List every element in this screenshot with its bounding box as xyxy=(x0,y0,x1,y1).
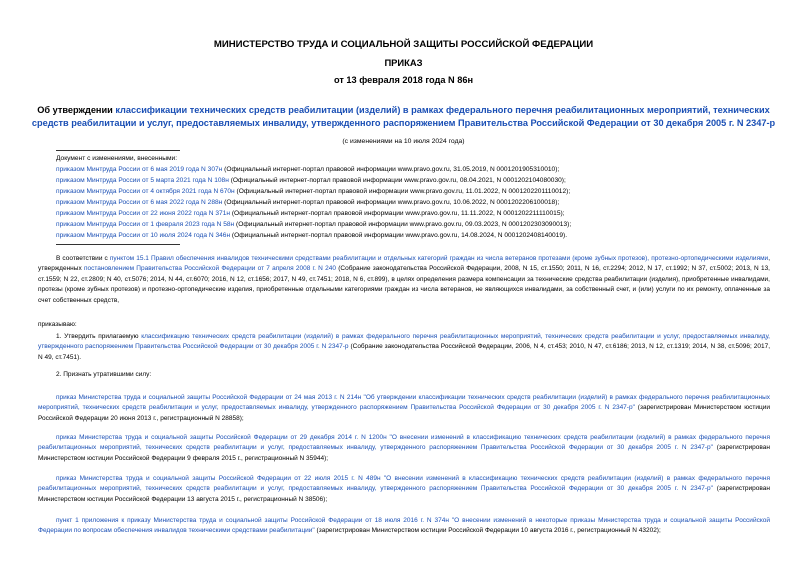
repealed-text: (зарегистрирован Министерством юстиции Российской Федерации 10 августа 2016 г., регистрационный N 43202); xyxy=(314,527,661,535)
repealed-text: (зарегистрирован Министерством юстиции Российской Федерации 20 июня 2013 г., регистрационный N 28858); xyxy=(38,404,770,422)
item-1-text: (Собрание законодательства Российской Федерации, 2006, N 4, ст.453; 2010, N 47, ст.6186; 2013, N 12, ст.1319; 2014, N 38, ст.5096; 2017, N 49, ст.7451). xyxy=(38,343,770,361)
preamble-paragraph xyxy=(38,254,770,306)
classification-link[interactable]: классификацию технических средств реабилитации (изделий) в рамках федерального перечня реабилитационных мероприятий, технических средств реабилитации и услуг, предоставляемых инвалиду, утвержденного распоряжением Правительства Российской Федерации от 30 декабря 2005 г. N 2347-р xyxy=(38,333,770,351)
change-text: (Официальный интернет-портал правовой информации www.pravo.gov.ru, 31.05.2019, N 0001201905310010); xyxy=(222,166,560,173)
change-text: (Официальный интернет-портал правовой информации www.pravo.gov.ru, 11.01.2022, N 0001202201110012); xyxy=(234,188,571,195)
change-text: (Официальный интернет-портал правовой информации www.pravo.gov.ru, 14.08.2024, N 0001202408140019). xyxy=(230,232,568,239)
repealed-text: (зарегистрирован Министерством юстиции Российской Федерации 9 февраля 2015 г., регистрационный N 35944); xyxy=(38,444,770,462)
repealed-link[interactable]: приказ Министерства труда и социальной защиты Российской Федерации от 24 мая 2013 г. N 214н "Об утверждении классификации технических средств реабилитации (изделий) в рамках федерального перечня реабилитационных мероприятий, технических средств реабилитации и услуг, предоставляемых инвалиду, утвержденного распоряжением Правительства Российской Федерации от 30 декабря 2005 г. N 2347-р" xyxy=(38,394,770,412)
change-item xyxy=(56,164,776,175)
change-item xyxy=(56,186,776,197)
change-link[interactable]: приказом Минтруда России от 10 июля 2024 года N 346н xyxy=(56,232,231,239)
change-text: (Официальный интернет-портал правовой информации www.pravo.gov.ru, 09.03.2023, N 0001202303090013); xyxy=(234,221,572,228)
change-item xyxy=(56,208,776,219)
repealed-link[interactable]: приказ Министерства труда и социальной защиты Российской Федерации от 22 июля 2015 г. N 489н "О внесении изменений в классификацию технических средств реабилитации (изделий) в рамках федерального перечня реабилитационных мероприятий, технических средств реабилитации и услуг, предоставляемых инвалиду, утвержденного распоряжением Правительства Российской Федерации от 30 декабря 2005 г. N 2347-р" xyxy=(38,475,770,493)
title-prefix: Об утверждении xyxy=(37,105,116,115)
change-link[interactable]: приказом Минтруда России от 6 мая 2022 года N 288н xyxy=(56,199,223,206)
repealed-item xyxy=(38,516,770,537)
change-item xyxy=(56,219,776,230)
change-link[interactable]: приказом Минтруда России от 6 мая 2019 года N 307н xyxy=(56,166,223,173)
changes-intro: Документ с изменениями, внесенными: xyxy=(56,155,178,162)
resolution-link[interactable]: постановлением Правительства Российской Федерации от 7 апреля 2008 г. N 240 xyxy=(83,265,336,273)
divider-bottom xyxy=(56,244,180,245)
change-item xyxy=(56,175,776,186)
divider-top xyxy=(56,150,180,151)
item-2-label: 2. Признать утратившими силу: xyxy=(56,371,152,378)
change-link[interactable]: приказом Минтруда России от 1 февраля 2023 года N 58н xyxy=(56,221,235,228)
repealed-text: (зарегистрирован Министерством юстиции Российской Федерации 13 августа 2015 г., регистрационный N 38506); xyxy=(38,485,770,503)
changes-block xyxy=(56,150,776,245)
repealed-link[interactable]: пункт 1 приложения к приказу Министерства труда и социальной защиты Российской Федерации от 18 июля 2016 г. N 374н "О внесении изменений в некоторые приказы Министерства труда и социальной защиты Российской Федерации по вопросам обеспечения инвалидов техническими средствами реабилитации" xyxy=(38,517,770,535)
change-item xyxy=(56,197,776,208)
repealed-link[interactable]: приказ Министерства труда и социальной защиты Российской Федерации от 29 декабря 2014 г. N 1200н "О внесении изменений в классификацию технических средств реабилитации (изделий) в рамках федерального перечня реабилитационных мероприятий, технических средств реабилитации и услуг, предоставляемых инвалиду, утвержденного распоряжением Правительства Российской Федерации от 30 декабря 2005 г. N 2347-р" xyxy=(38,434,770,452)
repealed-item xyxy=(38,474,770,505)
document-title xyxy=(30,104,777,130)
item-1-text: 1. Утвердить прилагаемую xyxy=(56,333,142,340)
ministry-heading: МИНИСТЕРСТВО ТРУДА И СОЦИАЛЬНОЙ ЗАЩИТЫ РОССИЙСКОЙ ФЕДЕРАЦИИ xyxy=(213,39,594,50)
change-text: (Официальный интернет-портал правовой информации www.pravo.gov.ru, 11.11.2022, N 0001202211110015); xyxy=(230,210,565,217)
change-text: (Официальный интернет-портал правовой информации www.pravo.gov.ru, 08.04.2021, N 0001202104080030); xyxy=(228,177,566,184)
doc-date-number: от 13 февраля 2018 года N 86н xyxy=(334,75,473,85)
repealed-item xyxy=(38,393,770,424)
preamble-text: (Собрание законодательства Российской Федерации, 2008, N 15, ст.1550; 2011, N 16, ст.2294; 2012, N 17, ст.1992; N 37, ст.5002; 2013, N 13, ст.1559; N 22, ст.2809; N 40, ст.5076; 2014, N 44, ст.6070; 2016, N 12, ст.1656; 2017, N 49, ст.7451; 2018, N 6, ст.899), в целях определения размера компенсации за технические средства реабилитации (изделия), приобретенные инвалидами, протезы (кроме зубных протезов) и протезно-ортопедические изделия, приобретенные отдельными категориями граждан из числа ветеранов, не являющихся инвалидами, за собственный счет, и (или) услуги по их ремонту, оплаченные за счет собственных средств, xyxy=(38,265,770,304)
change-link[interactable]: приказом Минтруда России от 4 октября 2021 года N 670н xyxy=(56,188,235,195)
change-item xyxy=(56,230,776,241)
change-text: (Официальный интернет-портал правовой информации www.pravo.gov.ru, 10.06.2022, N 0001202206100018); xyxy=(222,199,560,206)
title-link[interactable]: классификации технических средств реабилитации (изделий) в рамках федерального перечня реабилитационных мероприятий, технических средств реабилитации и услуг, предоставляемых инвалиду, утвержденного распоряжением Правительства Российской Федерации от 30 декабря 2005 г. N 2347-р xyxy=(31,105,776,128)
preamble-text: , утвержденных xyxy=(38,255,770,273)
preamble-text: В соответствии с xyxy=(56,255,110,262)
repealed-item xyxy=(38,433,770,464)
orders-label: приказываю: xyxy=(38,321,77,328)
doc-type-heading: ПРИКАЗ xyxy=(384,57,423,68)
change-link[interactable]: приказом Минтруда России от 22 июня 2022 года N 371н xyxy=(56,210,231,217)
change-link[interactable]: приказом Минтруда России от 5 марта 2021 года N 108н xyxy=(56,177,229,184)
rules-link[interactable]: пунктом 15.1 Правил обеспечения инвалидов техническими средствами реабилитации и отдельных категорий граждан из числа ветеранов протезами (кроме зубных протезов), протезно-ортопедическими изделиями xyxy=(109,255,769,262)
item-1-paragraph xyxy=(38,332,770,363)
edit-note: (с изменениями на 10 июля 2024 года) xyxy=(342,138,465,145)
